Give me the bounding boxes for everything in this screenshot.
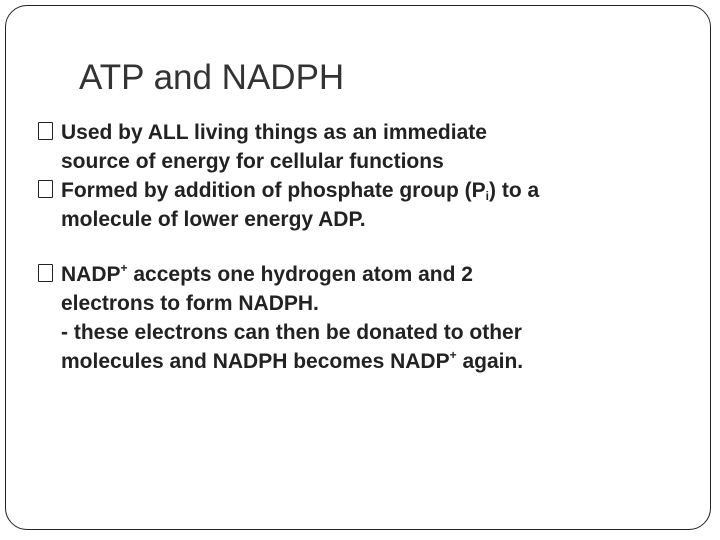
bullet-list <box>38 118 678 376</box>
text-run: accepts one hydrogen atom and 2 <box>127 263 473 286</box>
spacer <box>38 234 678 260</box>
text-run: NADP <box>61 263 121 286</box>
text-run: molecules and NADPH becomes NADP <box>61 350 450 373</box>
subscript: i <box>485 189 489 203</box>
superscript: + <box>120 261 128 275</box>
bullet-box-icon <box>38 180 53 198</box>
bullet-text-line: molecule of lower energy ADP. <box>61 208 366 231</box>
bullet-text-line: source of energy for cellular functions <box>61 150 444 173</box>
text-run: again. <box>456 350 524 373</box>
bullet-item <box>38 260 678 376</box>
superscript: + <box>449 348 457 362</box>
slide-title: ATP and NADPH <box>79 58 345 97</box>
bullet-text-line: electrons to form NADPH. <box>61 292 319 315</box>
bullet-text-line: Used by ALL living things as an immediate <box>61 121 487 144</box>
text-run: ) to a <box>489 179 540 202</box>
bullet-item <box>38 176 678 234</box>
bullet-box-icon <box>38 264 53 282</box>
bullet-item <box>38 118 678 176</box>
bullet-text-line <box>61 260 678 289</box>
bullet-text-line: - these electrons can then be donated to other <box>61 321 522 344</box>
bullet-text-line <box>61 347 678 376</box>
bullet-box-icon <box>38 122 53 140</box>
bullet-text-line <box>61 176 678 205</box>
text-run: Formed by addition of phosphate group (P <box>61 179 486 202</box>
